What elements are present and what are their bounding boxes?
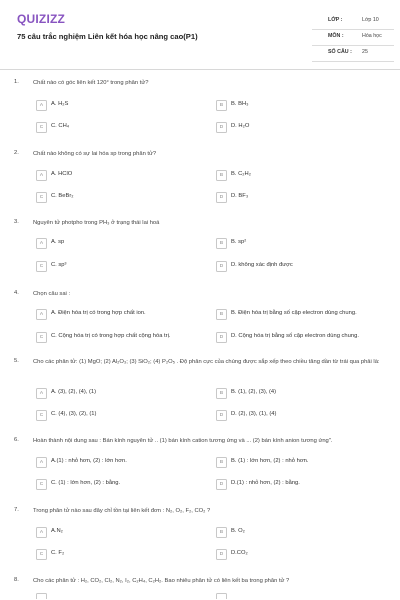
option-c[interactable] bbox=[36, 192, 201, 203]
question-number: 5. bbox=[14, 358, 19, 364]
option-text: B. (1), (2), (3), (4) bbox=[231, 389, 277, 395]
option-d[interactable] bbox=[216, 261, 381, 272]
option-letter: C bbox=[36, 261, 47, 272]
option-a[interactable] bbox=[36, 238, 201, 249]
option-letter: A bbox=[36, 527, 47, 538]
question-number: 4. bbox=[14, 290, 19, 296]
option-a[interactable] bbox=[36, 388, 201, 399]
option-letter: A bbox=[36, 457, 47, 468]
option-c[interactable] bbox=[36, 549, 201, 560]
option-text: C. (1) : lớn hơn, (2) : bằng. bbox=[51, 480, 121, 486]
option-text: B. sp² bbox=[231, 239, 247, 245]
option-d[interactable] bbox=[216, 410, 381, 421]
option-letter: A bbox=[36, 238, 47, 249]
option-d[interactable] bbox=[216, 549, 381, 560]
question-text: Trong phân tử nào sau đây chỉ tồn tại liên kết đơn : N₂, O₂, F₂, CO₂ ? bbox=[33, 508, 211, 514]
option-c[interactable] bbox=[36, 122, 201, 133]
option-text: C. sp³ bbox=[51, 262, 67, 268]
question-text: Cho các phân tử: (1) MgO; (2) Al₂O₃; (3) SiO₂; (4) P₂O₅ . Độ phân cực của chúng được sắp xếp theo chiều tăng dần từ trái qua phải là: bbox=[33, 359, 380, 365]
meta-count-value: 25 bbox=[362, 49, 368, 55]
question-text: Chọn câu sai : bbox=[33, 291, 71, 297]
option-text: C. (4), (3), (2), (1) bbox=[51, 411, 97, 417]
option-b[interactable] bbox=[216, 170, 381, 181]
option-letter: C bbox=[36, 192, 47, 203]
option-letter: C bbox=[36, 549, 47, 560]
question-number: 1. bbox=[14, 79, 19, 85]
question-text: Chất nào không có sự lai hóa sp trong phân tử? bbox=[33, 151, 157, 157]
option-a[interactable] bbox=[36, 527, 201, 538]
option-letter: D bbox=[216, 122, 227, 133]
option-a[interactable] bbox=[36, 457, 201, 468]
question-text: Hoàn thành nội dung sau : Bán kính nguyên tử .. (1) bán kính cation tương ứng và ... (2) bán kính anion tương ứng". bbox=[33, 438, 333, 444]
option-letter: B bbox=[216, 388, 227, 399]
option-a[interactable] bbox=[36, 593, 47, 599]
option-text: D. BF₃ bbox=[231, 193, 249, 199]
option-a[interactable] bbox=[36, 170, 201, 181]
option-c[interactable] bbox=[36, 332, 201, 343]
question-text: Cho các phân tử : H₂, CO₂, Cl₂, N₂, I₂, C₂H₄, C₂H₂. Bao nhiêu phân tử có liên kết ba trong phân tử ? bbox=[33, 578, 290, 584]
option-text: A.(1) : nhỏ hơn, (2) : lớn hơn. bbox=[51, 458, 127, 464]
question-text: Nguyên tử photpho trong PH₃ ở trạng thái lai hoá bbox=[33, 220, 160, 226]
option-b[interactable] bbox=[216, 388, 381, 399]
option-text: B. Điện hóa trị bằng số cặp electron dùng chung. bbox=[231, 310, 357, 316]
question-number: 2. bbox=[14, 150, 19, 156]
option-text: D. Cộng hóa trị bằng số cặp electron dùng chung. bbox=[231, 333, 359, 339]
meta-grade bbox=[312, 13, 394, 30]
option-letter: D bbox=[216, 332, 227, 343]
option-text: A. Điện hóa trị có trong hợp chất ion. bbox=[51, 310, 146, 316]
option-d[interactable] bbox=[216, 479, 381, 490]
option-c[interactable] bbox=[36, 479, 201, 490]
option-text: A.N₂ bbox=[51, 528, 63, 534]
option-d[interactable] bbox=[216, 122, 381, 133]
option-letter: A bbox=[36, 100, 47, 111]
option-letter: C bbox=[36, 122, 47, 133]
option-text: B. O₂ bbox=[231, 528, 245, 534]
header-divider bbox=[0, 69, 400, 70]
quiz-title: 75 câu trắc nghiệm Liên kết hóa học nâng cao(P1) bbox=[17, 32, 198, 41]
option-letter: D bbox=[216, 261, 227, 272]
option-letter: C bbox=[36, 479, 47, 490]
option-letter: A bbox=[36, 170, 47, 181]
option-text: B. C₂H₂ bbox=[231, 171, 251, 177]
option-letter: D bbox=[216, 479, 227, 490]
option-c[interactable] bbox=[36, 410, 201, 421]
meta-grade-value: Lớp 10 bbox=[362, 17, 379, 23]
quizizz-logo: QUIZIZZ bbox=[17, 12, 66, 26]
question-number: 3. bbox=[14, 219, 19, 225]
option-text: A. HClO bbox=[51, 171, 73, 177]
option-letter: B bbox=[216, 527, 227, 538]
option-letter: D bbox=[216, 410, 227, 421]
option-text: B. BH₃ bbox=[231, 101, 249, 107]
option-letter: A bbox=[36, 309, 47, 320]
worksheet-header bbox=[0, 0, 400, 70]
option-c[interactable] bbox=[36, 261, 201, 272]
option-text: B. (1) : lớn hơn, (2) : nhỏ hơn. bbox=[231, 458, 309, 464]
option-b[interactable] bbox=[216, 593, 227, 599]
option-d[interactable] bbox=[216, 192, 381, 203]
option-b[interactable] bbox=[216, 527, 381, 538]
option-text: A. sp bbox=[51, 239, 65, 245]
option-text: A. (3), (2), (4), (1) bbox=[51, 389, 97, 395]
meta-grade-label: LỚP : bbox=[328, 17, 343, 23]
option-letter: B bbox=[216, 100, 227, 111]
question-number: 6. bbox=[14, 437, 19, 443]
option-a[interactable] bbox=[36, 100, 201, 111]
question-number: 8. bbox=[14, 577, 19, 583]
option-letter: B bbox=[216, 309, 227, 320]
meta-count bbox=[312, 45, 394, 62]
option-letter: C bbox=[36, 410, 47, 421]
option-text: C. F₂ bbox=[51, 550, 65, 556]
meta-count-label: SỐ CÂU : bbox=[328, 49, 352, 55]
option-a[interactable] bbox=[36, 309, 201, 320]
meta-subject-label: MÔN : bbox=[328, 33, 344, 39]
question-text: Chất nào có góc liên kết 120° trong phân tử? bbox=[33, 80, 149, 86]
option-text: D. không xác định được bbox=[231, 262, 293, 268]
option-text: D.CO₂ bbox=[231, 550, 248, 556]
option-text: C. BeBr₂ bbox=[51, 193, 74, 199]
option-letter: D bbox=[216, 549, 227, 560]
option-b[interactable] bbox=[216, 457, 381, 468]
option-letter: C bbox=[36, 332, 47, 343]
option-b[interactable] bbox=[216, 238, 381, 249]
option-letter: B bbox=[216, 170, 227, 181]
option-text: C. CH₄ bbox=[51, 123, 70, 129]
meta-subject bbox=[312, 29, 394, 46]
option-text: D.(1) : nhỏ hơn, (2) : bằng. bbox=[231, 480, 300, 486]
option-text: D. H₂O bbox=[231, 123, 250, 129]
meta-subject-value: Hóa học bbox=[362, 33, 382, 39]
option-text: C. Cộng hóa trị có trong hợp chất cộng hóa trị. bbox=[51, 333, 171, 339]
option-letter: B bbox=[216, 457, 227, 468]
question-number: 7. bbox=[14, 507, 19, 513]
option-text: D. (2), (3), (1), (4) bbox=[231, 411, 277, 417]
option-letter: A bbox=[36, 388, 47, 399]
option-letter: D bbox=[216, 192, 227, 203]
option-text: A. H₂S bbox=[51, 101, 69, 107]
option-d[interactable] bbox=[216, 332, 381, 343]
option-letter: B bbox=[216, 238, 227, 249]
option-b[interactable] bbox=[216, 100, 381, 111]
option-b[interactable] bbox=[216, 309, 381, 320]
